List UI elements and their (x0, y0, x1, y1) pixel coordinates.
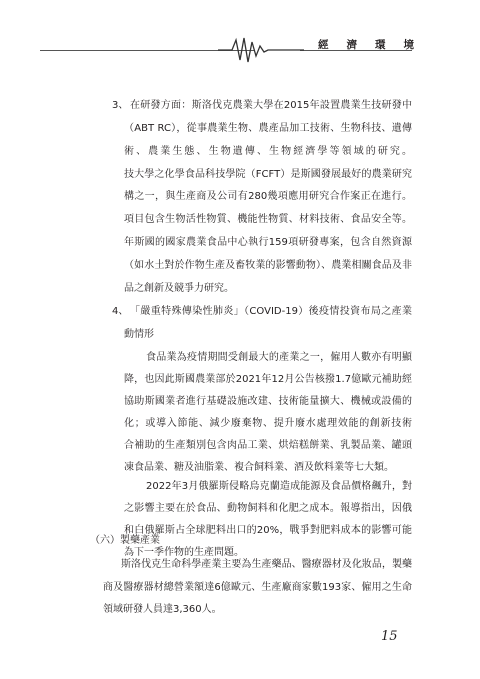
section-4-number: 4、 (112, 306, 129, 317)
section-3-line: 年斯國的國家農業食品中心執行159項研發專案，包含自然資源 (124, 237, 412, 248)
paragraph-line: 降，也因此斯國農業部於2021年12月公告核撥1.7億歐元補助經 (124, 374, 412, 385)
heartbeat-wave-icon (218, 34, 304, 64)
section-3-line: 技大學之化學食品科技學院（FCFT）是斯國發展最好的農業研究 (124, 169, 412, 180)
section-3-line: 品之創新及競爭力研究。 (124, 283, 234, 294)
section-3-line: 術、農業生態、生物遺傳、生物經濟學等領域的研究。 (124, 146, 412, 157)
section-3-line: （如水土對於作物生產及畜牧業的影響動物）、農業相關食品及非 (124, 260, 412, 271)
header-title-char: 境 (403, 39, 414, 51)
paragraph-line: 2022年3月俄羅斯侵略烏克蘭造成能源及食品價格飆升，對 (146, 481, 412, 492)
section-6-line: 商及醫療器材總營業額達6億歐元、生產廠商家數193家、僱用之生命 (103, 582, 412, 593)
section-6-heading: （六）製藥產業 (90, 535, 160, 546)
section-4-line: 動情形 (124, 329, 154, 340)
paragraph-line: 協助斯國業者進行基礎設施改建、技術能量擴大、機械或設備的 (124, 396, 412, 407)
page-number: 15 (381, 629, 398, 644)
paragraph-line: 食品業為疫情期間受創最大的產業之一，僱用人數亦有明顯 (146, 352, 412, 363)
section-3-line: 構之一，與生產商及公司有280幾項應用研究合作案正在進行。 (124, 191, 412, 202)
header-title-char: 環 (375, 39, 386, 51)
paragraph-line: 為下一季作物的生產問題。 (124, 547, 244, 558)
header-title-char: 濟 (346, 39, 357, 51)
paragraph-line: 凍食品業、糖及油脂業、複合飼料業、酒及飲料業等七大類。 (124, 462, 394, 473)
section-3-line: （ABT RC），從事農業生物、農產品加工技術、生物科技、遺傳 (124, 123, 412, 134)
section-3-line: 在研發方面：斯洛伐克農業大學在2015年設置農業生技研發中 (130, 100, 412, 111)
paragraph-line: 合補助的生產類別包含肉品工業、烘焙糕餅業、乳製品業、罐頭 (124, 440, 412, 451)
section-3-line: 項目包含生物活性物質、機能性物質、材料技術、食品安全等。 (124, 214, 412, 225)
section-6-line: 斯洛伐克生命科學產業主要為生產藥品、醫療器材及化妝品，製藥 (121, 559, 412, 570)
header-title-char: 經 (318, 39, 329, 51)
paragraph-line: 和白俄羅斯占全球肥料出口的20%，戰爭對肥料成本的影響可能 (124, 525, 412, 536)
paragraph-line: 化；或導入節能、減少廢棄物、提升廢水處理效能的創新技術 (124, 418, 412, 429)
header-title (318, 38, 414, 52)
section-3-number: 3、 (112, 100, 129, 111)
section-4-line: 「嚴重特殊傳染性肺炎」（COVID-19）後疫情投資布局之產業 (130, 306, 412, 317)
paragraph-line: 之影響主要在於食品、動物飼料和化肥之成本。報導指出，因俄 (124, 503, 412, 514)
section-6-line: 領域研發人員達3,360人。 (103, 604, 222, 615)
